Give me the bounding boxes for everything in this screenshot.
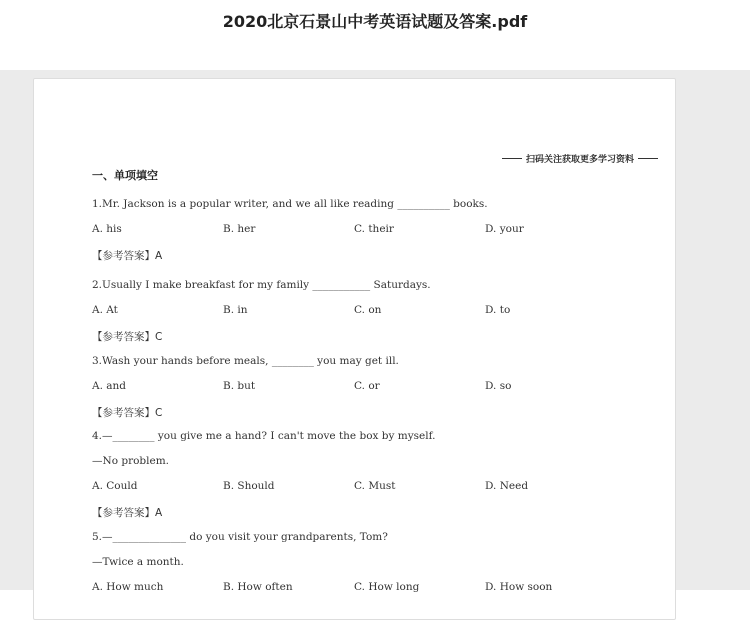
question-1-option-b: B. her bbox=[223, 223, 256, 235]
question-5-option-b: B. How often bbox=[223, 581, 293, 593]
question-5-stem: 5.—______________ do you visit your grandparents, Tom? bbox=[92, 531, 388, 543]
divider bbox=[638, 158, 658, 159]
question-5-option-d: D. How soon bbox=[485, 581, 553, 593]
question-3-answer: 【参考答案】C bbox=[92, 407, 163, 419]
question-2-option-b: B. in bbox=[223, 304, 248, 316]
question-3-option-b: B. but bbox=[223, 380, 256, 392]
question-1-option-d: D. your bbox=[485, 223, 524, 235]
question-4-option-a: A. Could bbox=[92, 480, 138, 492]
question-5-option-c: C. How long bbox=[354, 581, 420, 593]
question-1-answer: 【参考答案】A bbox=[92, 250, 163, 262]
question-5-option-a: A. How much bbox=[92, 581, 164, 593]
question-2-option-a: A. At bbox=[92, 304, 118, 316]
question-2-answer: 【参考答案】C bbox=[92, 331, 163, 343]
question-1-option-c: C. their bbox=[354, 223, 394, 235]
document-title: 2020北京石景山中考英语试题及答案.pdf bbox=[222, 12, 528, 31]
question-2-stem: 2.Usually I make breakfast for my family ___________ Saturdays. bbox=[92, 279, 431, 291]
question-2-option-c: C. on bbox=[354, 304, 382, 316]
question-3-option-c: C. or bbox=[354, 380, 380, 392]
pdf-page bbox=[33, 78, 676, 620]
question-1-option-a: A. his bbox=[92, 223, 122, 235]
question-3-option-d: D. so bbox=[485, 380, 512, 392]
title-bar bbox=[0, 0, 750, 70]
question-3-stem: 3.Wash your hands before meals, ________ you may get ill. bbox=[92, 355, 399, 367]
question-5-reply: —Twice a month. bbox=[92, 556, 184, 568]
section-heading: 一、单项填空 bbox=[92, 169, 158, 182]
question-2-option-d: D. to bbox=[485, 304, 511, 316]
question-4-option-d: D. Need bbox=[485, 480, 529, 492]
question-4-reply: —No problem. bbox=[92, 455, 169, 467]
question-4-stem: 4.—________ you give me a hand? I can't move the box by myself. bbox=[92, 430, 436, 442]
question-4-option-c: C. Must bbox=[354, 480, 396, 492]
question-1-stem: 1.Mr. Jackson is a popular writer, and we all like reading __________ books. bbox=[92, 198, 488, 210]
divider bbox=[502, 158, 522, 159]
question-4-option-b: B. Should bbox=[223, 480, 275, 492]
qr-note-text: 扫码关注获取更多学习资料 bbox=[525, 155, 634, 165]
qr-note bbox=[502, 152, 658, 165]
question-3-option-a: A. and bbox=[92, 380, 127, 392]
question-4-answer: 【参考答案】A bbox=[92, 507, 163, 519]
